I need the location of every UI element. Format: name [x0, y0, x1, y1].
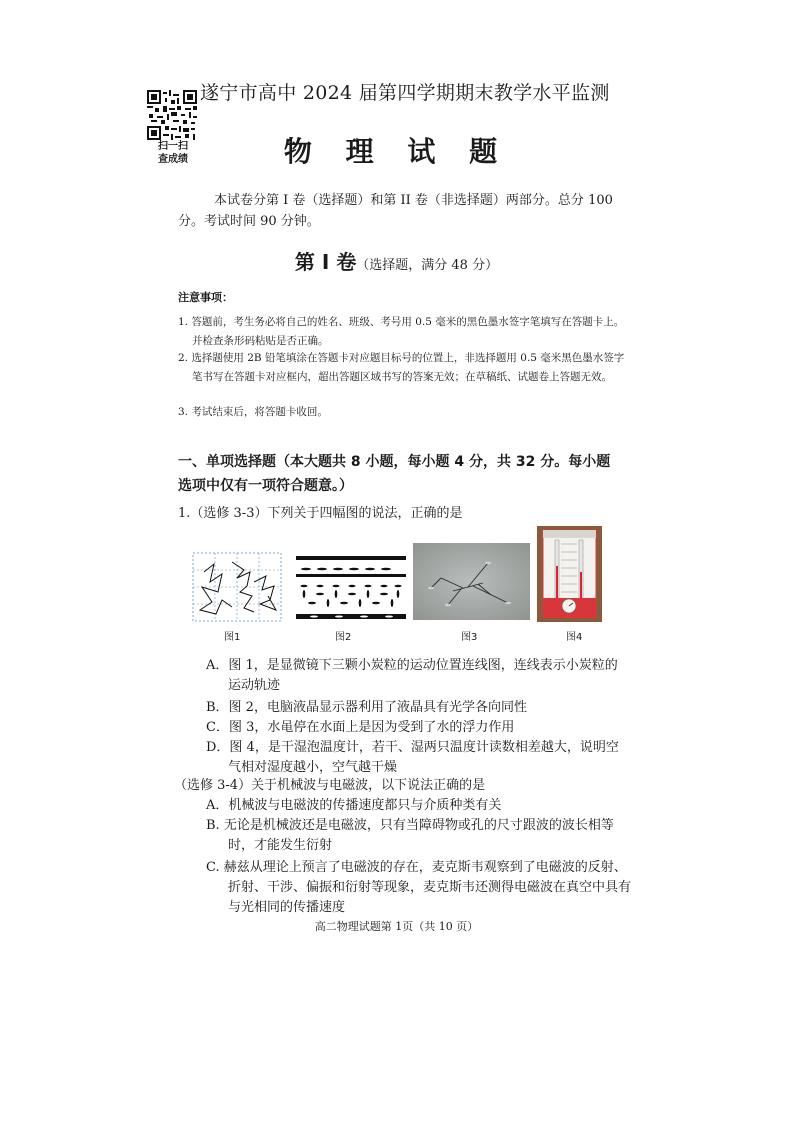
figure-1-brownian-motion [192, 552, 282, 622]
intro-paragraph: 本试卷分第 I 卷（选择题）和第 II 卷（非选择题）两部分。总分 100 分。考试时间 90 分钟。 [178, 193, 613, 229]
figure-3-water-strider [413, 543, 530, 620]
qr-caption-line-2: 查成绩 [158, 154, 188, 165]
figure-2-label: 图2 [335, 632, 352, 643]
notice-item-1: 1. 答题前，考生务必将自己的姓名、班级、考号用 0.5 毫米的黑色墨水签字笔填写在答题卡上。并检查条形码粘贴是否正确。 [178, 316, 625, 347]
q1-option-c: C．图 3，水黾停在水面上是因为受到了水的浮力作用 [206, 720, 515, 735]
question-1b-stem: （选修 3-4）关于机械波与电磁波，以下说法正确的是 [174, 778, 486, 793]
q1-option-b: B．图 2，电脑液晶显示器利用了液晶具有光学各向同性 [206, 700, 527, 715]
notice-item-3: 3. 考试结束后，将答题卡收回。 [178, 406, 328, 418]
notice-heading: 注意事项： [178, 291, 233, 304]
part-heading-main: 第 I 卷 [294, 250, 357, 274]
figure-2-liquid-crystal [294, 552, 408, 622]
qr-caption-line-1: 扫一扫 [158, 141, 188, 152]
notice-item-2: 2. 选择题使用 2B 铅笔填涂在答题卡对应题目标号的位置上，非选择题用 0.5 毫米黑色墨水签字笔书写在答题卡对应框内，超出答题区域书写的答案无效；在草稿纸、试题卷上答题无效。 [178, 352, 625, 383]
part-heading [0, 246, 793, 275]
figure-4-hygrometer [537, 526, 602, 622]
exam-name: 遂宁市高中 2024 届第四学期期末教学水平监测 [200, 82, 610, 104]
q1b-option-a: A．机械波与电磁波的传播速度都只与介质种类有关 [206, 798, 502, 813]
part-heading-sub: （选择题，满分 48 分） [356, 258, 499, 273]
q1b-option-b: B. 无论是机械波还是电磁波，只有当障碍物或孔的尺寸跟波的波长相等时，才能发生衍射 [206, 818, 614, 853]
figure-1-label: 图1 [224, 632, 241, 643]
page-footer: 高二物理试题第 1页（共 10 页） [314, 920, 479, 933]
figure-4-label: 图4 [566, 632, 583, 643]
q1-option-d: D．图 4，是干湿泡温度计，若干、湿两只温度计读数相差越大，说明空气相对湿度越小，空气越干燥 [206, 740, 619, 775]
q1-option-a: A．图 1，是显微镜下三颗小炭粒的运动位置连线图，连线表示小炭粒的运动轨迹 [206, 658, 618, 693]
question-1-stem: 1.（选修 3-3）下列关于四幅图的说法，正确的是 [178, 506, 463, 521]
page-title: 物 理 试 题 [283, 135, 510, 168]
section-heading: 一、单项选择题（本大题共 8 小题，每小题 4 分，共 32 分。每小题选项中仅有一项符合题意。） [178, 454, 611, 494]
q1b-option-c: C. 赫兹从理论上预言了电磁波的存在，麦克斯韦观察到了电磁波的反射、折射、干涉、偏振和衍射等现象，麦克斯韦还测得电磁波在真空中具有与光相同的传播速度 [206, 860, 632, 915]
figure-3-label: 图3 [461, 632, 478, 643]
